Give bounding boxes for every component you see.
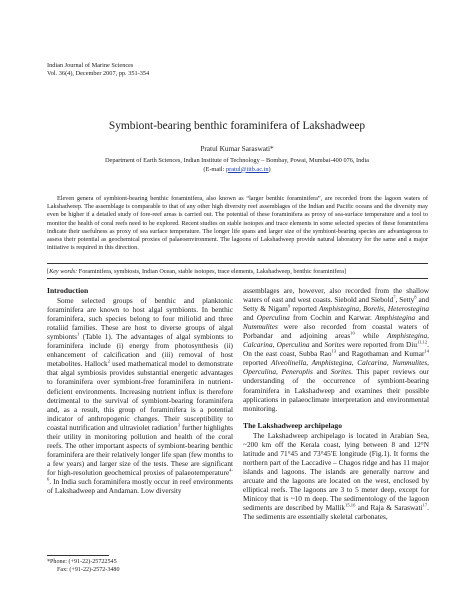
footnote-fax: Fax: (+91-22)-2572-3480 bbox=[57, 567, 120, 574]
right-column bbox=[243, 286, 429, 521]
affiliation-line: Department of Earth Sciences, Indian Institute of Technology – Bombay, Powai, Mumbai-400 076, India bbox=[105, 157, 369, 164]
email-prefix: (E-mail: bbox=[203, 165, 226, 173]
email-link[interactable]: pratul@iitb.ac.in bbox=[225, 165, 269, 173]
archipelago-heading: The Lakshadweep archipelago bbox=[243, 420, 343, 430]
citation: 9 bbox=[287, 303, 291, 309]
taxon-names: Alveolinella, Amphistegina, Calcarina, Nummulites, Operculina, Peneroplis bbox=[243, 358, 429, 377]
journal-header bbox=[47, 62, 149, 78]
keywords-label: Key words: bbox=[49, 268, 78, 275]
keywords-text: Foraminifera, symbiosis, Indian Ocean, stable isotopes, trace elements, Lakshadweep, benthic foraminifera bbox=[77, 268, 345, 275]
taxon-names: Sorites bbox=[324, 340, 345, 350]
footnote bbox=[47, 558, 120, 574]
author-name: Pratul Kumar Saraswati* bbox=[200, 144, 274, 153]
taxon-names: Nummulites bbox=[243, 322, 278, 332]
email-suffix: ) bbox=[268, 165, 271, 173]
citation: 1 bbox=[77, 331, 80, 337]
keywords: [Key words: Foraminifera, symbiosis, Indian Ocean, stable isotopes, trace elements, Lakshadweep, benthic foraminifera] bbox=[47, 268, 347, 275]
citation: 2 bbox=[107, 358, 111, 364]
introduction-heading: Introduction bbox=[47, 286, 89, 295]
introduction-paragraph: Some selected groups of benthic and planktonic foraminifera are known to host algal symbionts. In benthic foraminifera, such species belong to four miliolid and three rotaliid families. These are host to diverse groups of algal symbionts$^1$ (Table 1). The advantages of algal symbionts to foraminifera include (i) energy from photosynthesis (ii) enhancement of calcification and (iii) removal of host metabolites. Hallock$^2$ used mathematical model to demonstrate that algal symbiosis provides substantial energetic advantages to foraminifera over symbiont-free foraminifera in nutrient-deficient environments. Increasing nutrient influx is therefore detrimental to the survival of symbiont-bearing foraminifera and, as a result, this group of foraminifera is a potential indicator of anthropogenic changes. Their susceptibility to coastal nutrification and ultraviolet radiation$^3$ further highlights their utility in monitoring pollution and health of the coral reefs. The other important aspects of symbiont-bearing benthic foraminifera are their relatively longer life span (few months to a few years) and larger size of the tests. These are significant for high-resolution geochemical proxies of palaeotemperature$^{4-6}$. In India such foraminifera mostly occur in reef environments of Lakshadweep and Andaman. Low diversity bbox=[47, 296, 234, 496]
keywords-bottom-rule bbox=[47, 278, 428, 279]
journal-issue: Vol. 36(4), December 2007, pp. 351-354 bbox=[47, 70, 150, 78]
article-title: Symbiont-bearing benthic foraminifera of Lakshadweep bbox=[108, 120, 366, 132]
citation: 11,12 bbox=[417, 339, 428, 345]
citation: 15,16 bbox=[345, 502, 356, 508]
citation: 7 bbox=[393, 294, 396, 300]
citation: 14 bbox=[424, 348, 429, 354]
citation: 8 bbox=[414, 294, 417, 300]
taxon-names: Sorites bbox=[330, 367, 351, 377]
taxon-names: Operculina bbox=[256, 313, 290, 323]
taxon-names: Amphistegina, Calcarina, Operculina bbox=[243, 331, 429, 350]
affiliation bbox=[0, 157, 474, 174]
email-line bbox=[0, 166, 474, 175]
abstract: Eleven genera of symbiont-bearing benthic foraminifera, also known as “larger benthic foraminifera”, are recorded from the lagoon waters of Lakshadweep. The assemblage is comparable to that of any other high diversity reef assemblages of the Indian and Pacific oceans and the diversity may even be higher if a detailed study of fore-reef areas is carried out. The potential of these foraminifera as proxy of sea-surface temperature and a tool to monitor the health of coral reefs need to be explored. Recent studies on stable isotopes and trace elements in some selected species of these foraminifera indicate their usefulness as proxy of sea surface temperature. The longer life spans and larger size of the symbiont-bearing species are advantageous to assess their potential as geochemical proxies of palaeoenvironment. The lagoons of Lakshadweep provide natural laboratory for the same and a major initiative is required in this direction. bbox=[47, 195, 428, 252]
citation: 10 bbox=[350, 330, 355, 336]
citation: 4-6 bbox=[47, 467, 233, 482]
keywords-top-rule bbox=[47, 263, 428, 264]
journal-name: Indian Journal of Marine Sciences bbox=[47, 62, 134, 69]
taxon-names: Amphistegina bbox=[375, 313, 416, 323]
archipelago-paragraph: The Lakshadweep archipelago is located in Arabian Sea, ~200 km off the Kerala coast, lying between 8 and 12°N latitude and 71°45 and 73°45′E longitude (Fig.1). It forms the northern part of the Laccadive – Chagos ridge and has 11 major islands and lagoons. The islands are generally narrow and arcuate and the lagoons are located on the west, enclosed by elliptical reefs. The lagoons are 3 to 5 meter deep, except for Minicoy that is ~10 m deep. The sedimentology of the lagoon sediments are described by Mallik$^{15,16}$ and Raja & Saraswati$^{17}$. The sediments are essentially skeletal carbonates, bbox=[243, 430, 429, 522]
citation: 3 bbox=[177, 422, 180, 428]
taxon-names: Amphistegina, Borelis, Heterostegina bbox=[318, 304, 429, 314]
footnote-phone: *Phone: (+91-22)-25722545 bbox=[47, 559, 117, 565]
footnote-rule bbox=[47, 555, 109, 556]
left-column bbox=[47, 286, 233, 495]
citation: 13 bbox=[331, 348, 337, 354]
citation: 17 bbox=[422, 502, 428, 508]
intro-continued-paragraph: assemblages are, however, also recorded from the shallow waters of east and west coasts. Siebold and Siebold$^7$, Setty$^8$ and Setty & Nigam$^9$ reported Amphistegina, Borelis, Heterostegina and Operculina from Cochin and Karwar. Amphistegina and Nummulites were also recorded from coastal waters of Porbandar and adjoining areas$^{10}$ while Amphistegina, Calcarina, Operculina and Sorites were reported from Diu$^{11,12}$. On the east coast, Subba Rao$^{13}$ and Ragothaman and Kumar$^{14}$ reported Alveolinella, Amphistegina, Calcarina, Nummulites, Operculina, Peneroplis and Sorites. This paper reviews our understanding of the occurrence of symbiont-bearing foraminifera in Lakshadweep and examines their possible applications in palaeoclimate interpretation and environmental monitoring. bbox=[243, 286, 429, 413]
